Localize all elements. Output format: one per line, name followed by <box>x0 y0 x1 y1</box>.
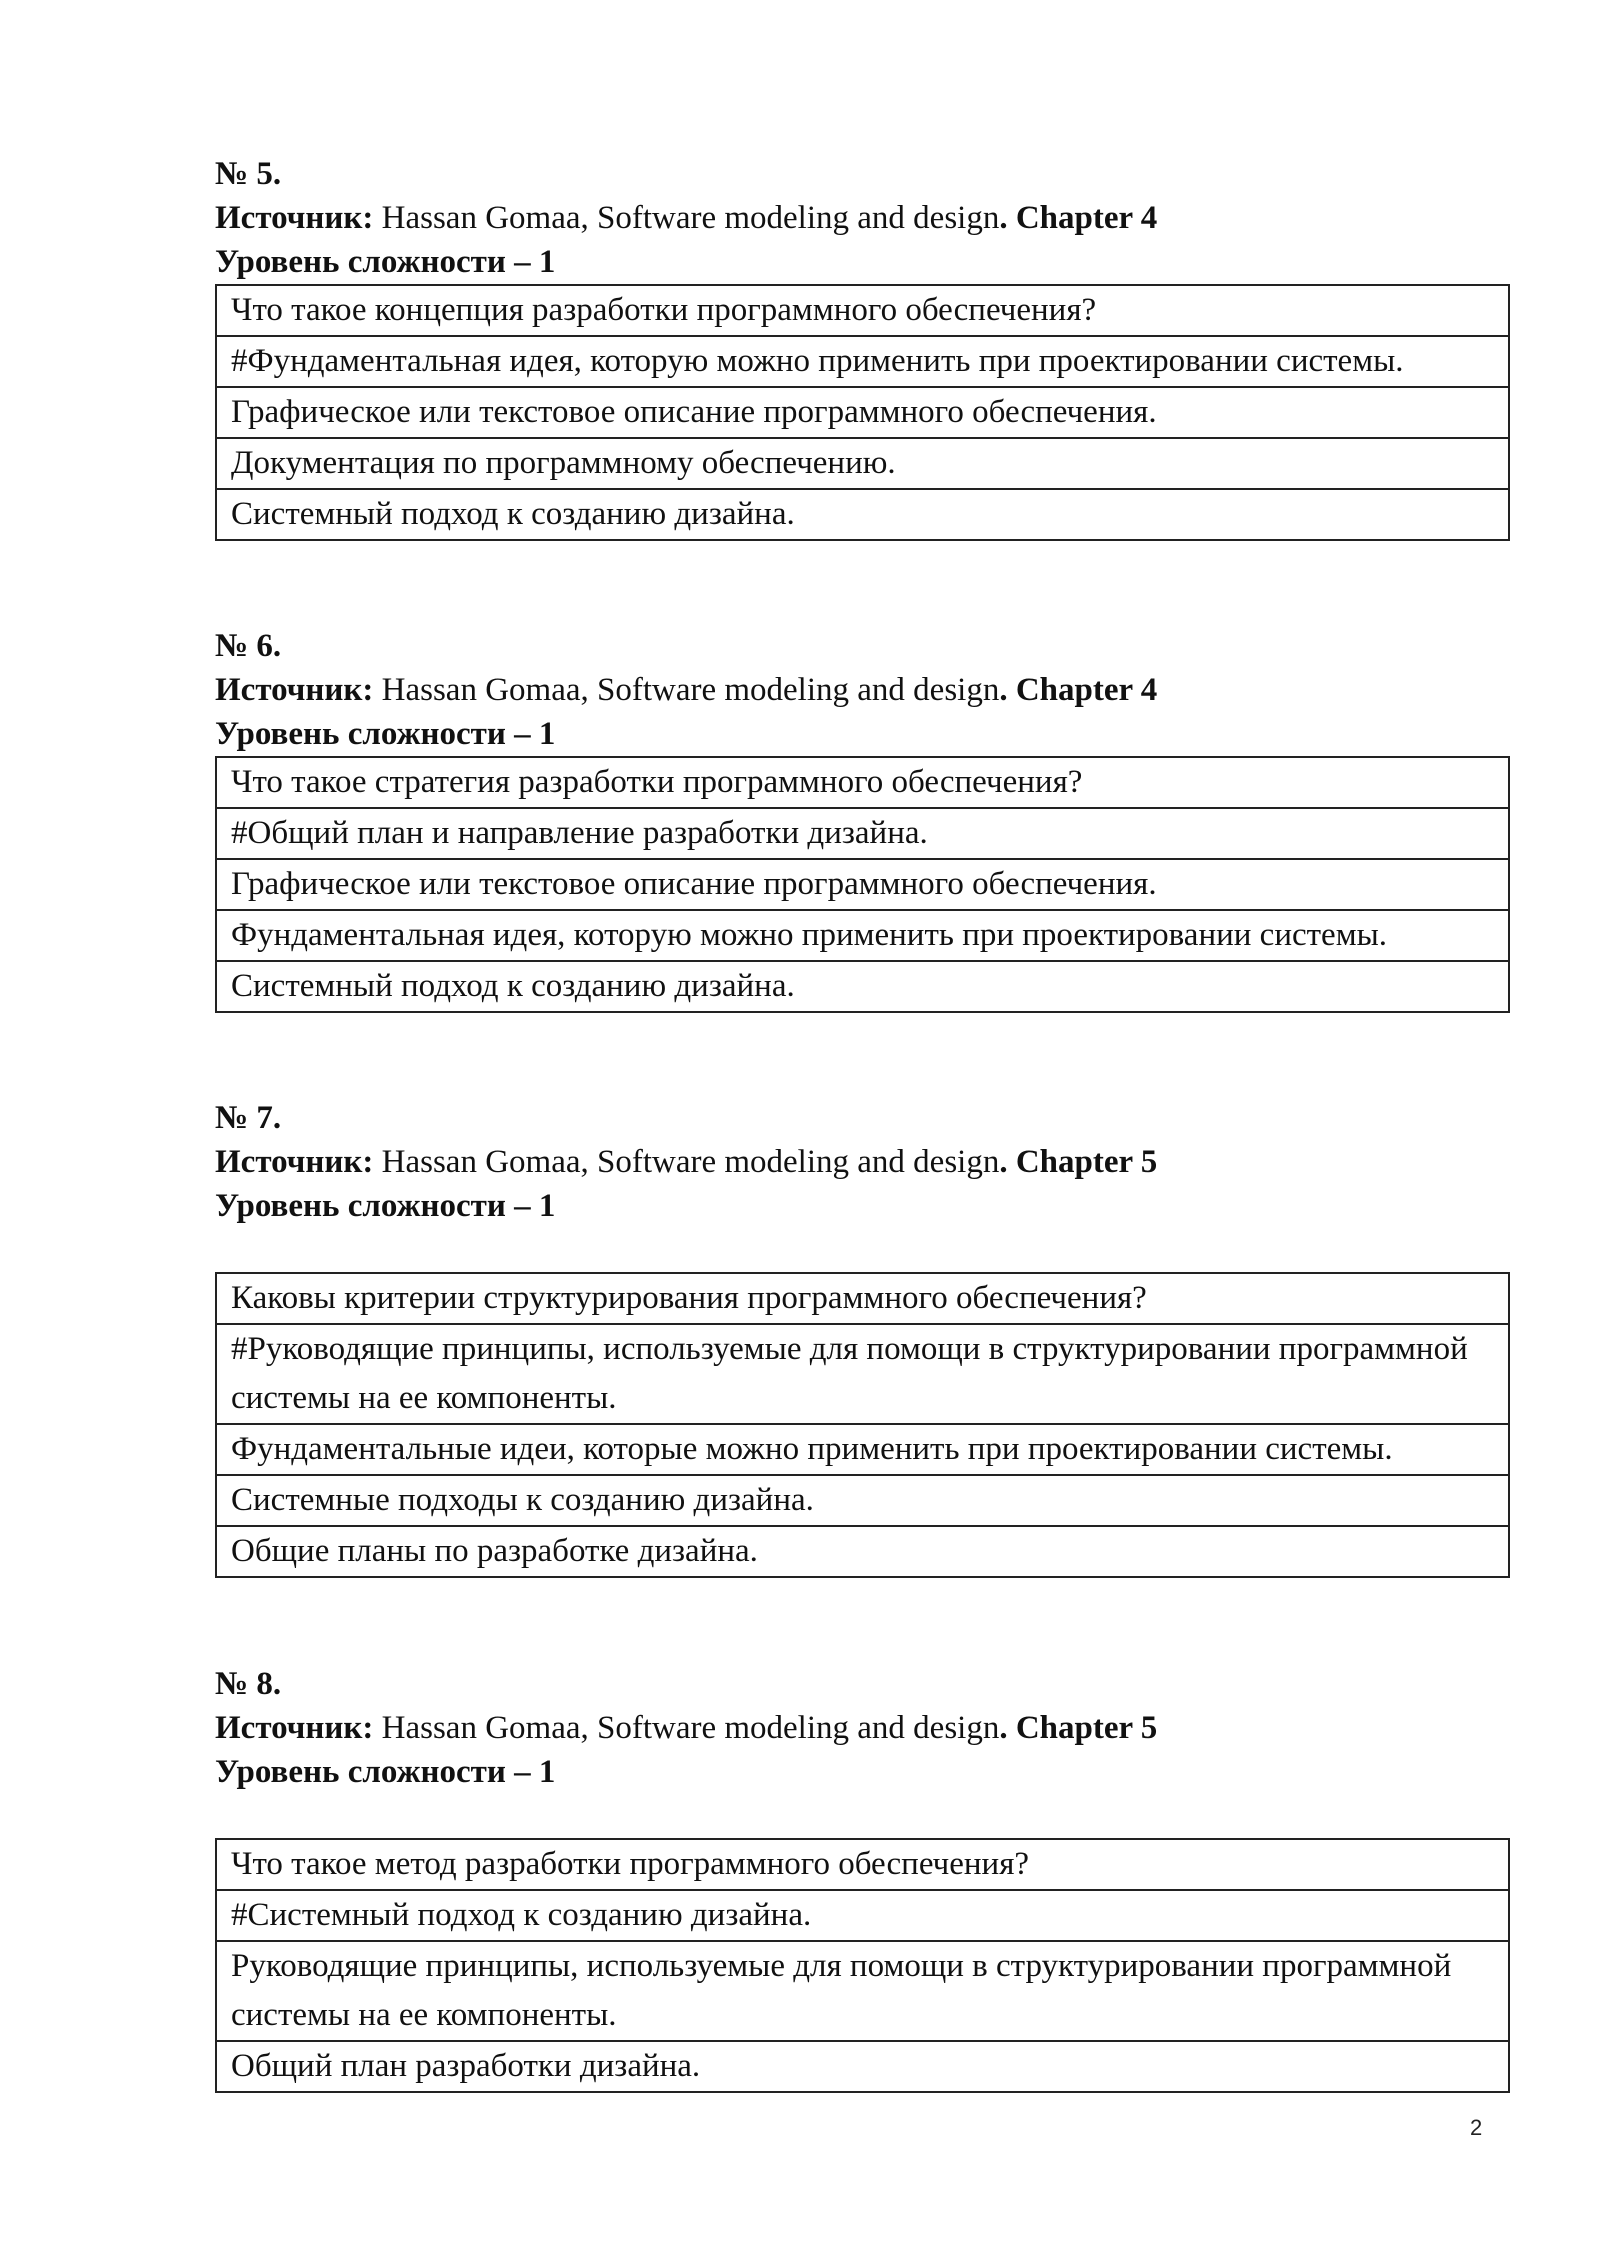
question-source <box>215 1706 1510 1750</box>
question-block-6 <box>215 624 1510 1013</box>
source-label: Источник: <box>215 1710 374 1746</box>
question-number: № 7. <box>215 1100 282 1136</box>
answer-option-cell: Графическое или текстовое описание программного обеспечения. <box>216 387 1509 438</box>
source-chapter: . Chapter 4 <box>999 200 1158 236</box>
answer-option-cell: Графическое или текстовое описание программного обеспечения. <box>216 859 1509 910</box>
question-block-8 <box>215 1662 1510 2093</box>
difficulty-level: Уровень сложности – 1 <box>215 1754 556 1790</box>
answer-option-cell: Общие планы по разработке дизайна. <box>216 1526 1509 1577</box>
source-text: Hassan Gomaa, Software modeling and design <box>373 1144 1000 1180</box>
difficulty-level: Уровень сложности – 1 <box>215 244 556 280</box>
answer-option-cell: Руководящие принципы, используемые для помощи в структурировании программной системы на ее компоненты. <box>216 1941 1509 2041</box>
question-block-5 <box>215 152 1510 541</box>
answer-option-cell: #Системный подход к созданию дизайна. <box>216 1890 1509 1941</box>
answer-table <box>215 1272 1510 1578</box>
answer-table <box>215 756 1510 1013</box>
source-text: Hassan Gomaa, Software modeling and design <box>373 1710 1000 1746</box>
answer-option-cell: Системный подход к созданию дизайна. <box>216 961 1509 1012</box>
answer-table <box>215 1838 1510 2093</box>
spacer <box>215 1794 1510 1838</box>
difficulty-level: Уровень сложности – 1 <box>215 1188 556 1224</box>
answer-option-cell: #Руководящие принципы, используемые для помощи в структурировании программной системы на ее компоненты. <box>216 1324 1509 1424</box>
question-source <box>215 1140 1510 1184</box>
difficulty-level: Уровень сложности – 1 <box>215 716 556 752</box>
answer-option-cell: Системный подход к созданию дизайна. <box>216 489 1509 540</box>
question-block-7 <box>215 1096 1510 1578</box>
question-source <box>215 196 1510 240</box>
answer-option-cell: Общий план разработки дизайна. <box>216 2041 1509 2092</box>
answer-table <box>215 284 1510 541</box>
answer-option-cell: #Фундаментальная идея, которую можно применить при проектировании системы. <box>216 336 1509 387</box>
source-label: Источник: <box>215 200 374 236</box>
source-label: Источник: <box>215 672 374 708</box>
source-label: Источник: <box>215 1144 374 1180</box>
page-number: 2 <box>1470 2115 1483 2140</box>
answer-option-cell: Фундаментальные идеи, которые можно применить при проектировании системы. <box>216 1424 1509 1475</box>
question-source <box>215 668 1510 712</box>
source-text: Hassan Gomaa, Software modeling and design <box>373 672 1000 708</box>
answer-option-cell: Фундаментальная идея, которую можно применить при проектировании системы. <box>216 910 1509 961</box>
answer-option-cell: #Общий план и направление разработки дизайна. <box>216 808 1509 859</box>
source-chapter: . Chapter 4 <box>999 672 1158 708</box>
source-text: Hassan Gomaa, Software modeling and design <box>373 200 1000 236</box>
answer-option-cell: Системные подходы к созданию дизайна. <box>216 1475 1509 1526</box>
source-chapter: . Chapter 5 <box>999 1144 1158 1180</box>
question-number: № 8. <box>215 1666 282 1702</box>
question-number: № 5. <box>215 156 282 192</box>
answer-option-cell: Документация по программному обеспечению. <box>216 438 1509 489</box>
question-text-cell: Что такое метод разработки программного обеспечения? <box>216 1839 1509 1890</box>
question-text-cell: Что такое стратегия разработки программного обеспечения? <box>216 757 1509 808</box>
question-text-cell: Что такое концепция разработки программного обеспечения? <box>216 285 1509 336</box>
spacer <box>215 1228 1510 1272</box>
source-chapter: . Chapter 5 <box>999 1710 1158 1746</box>
question-number: № 6. <box>215 628 282 664</box>
question-text-cell: Каковы критерии структурирования программного обеспечения? <box>216 1273 1509 1324</box>
